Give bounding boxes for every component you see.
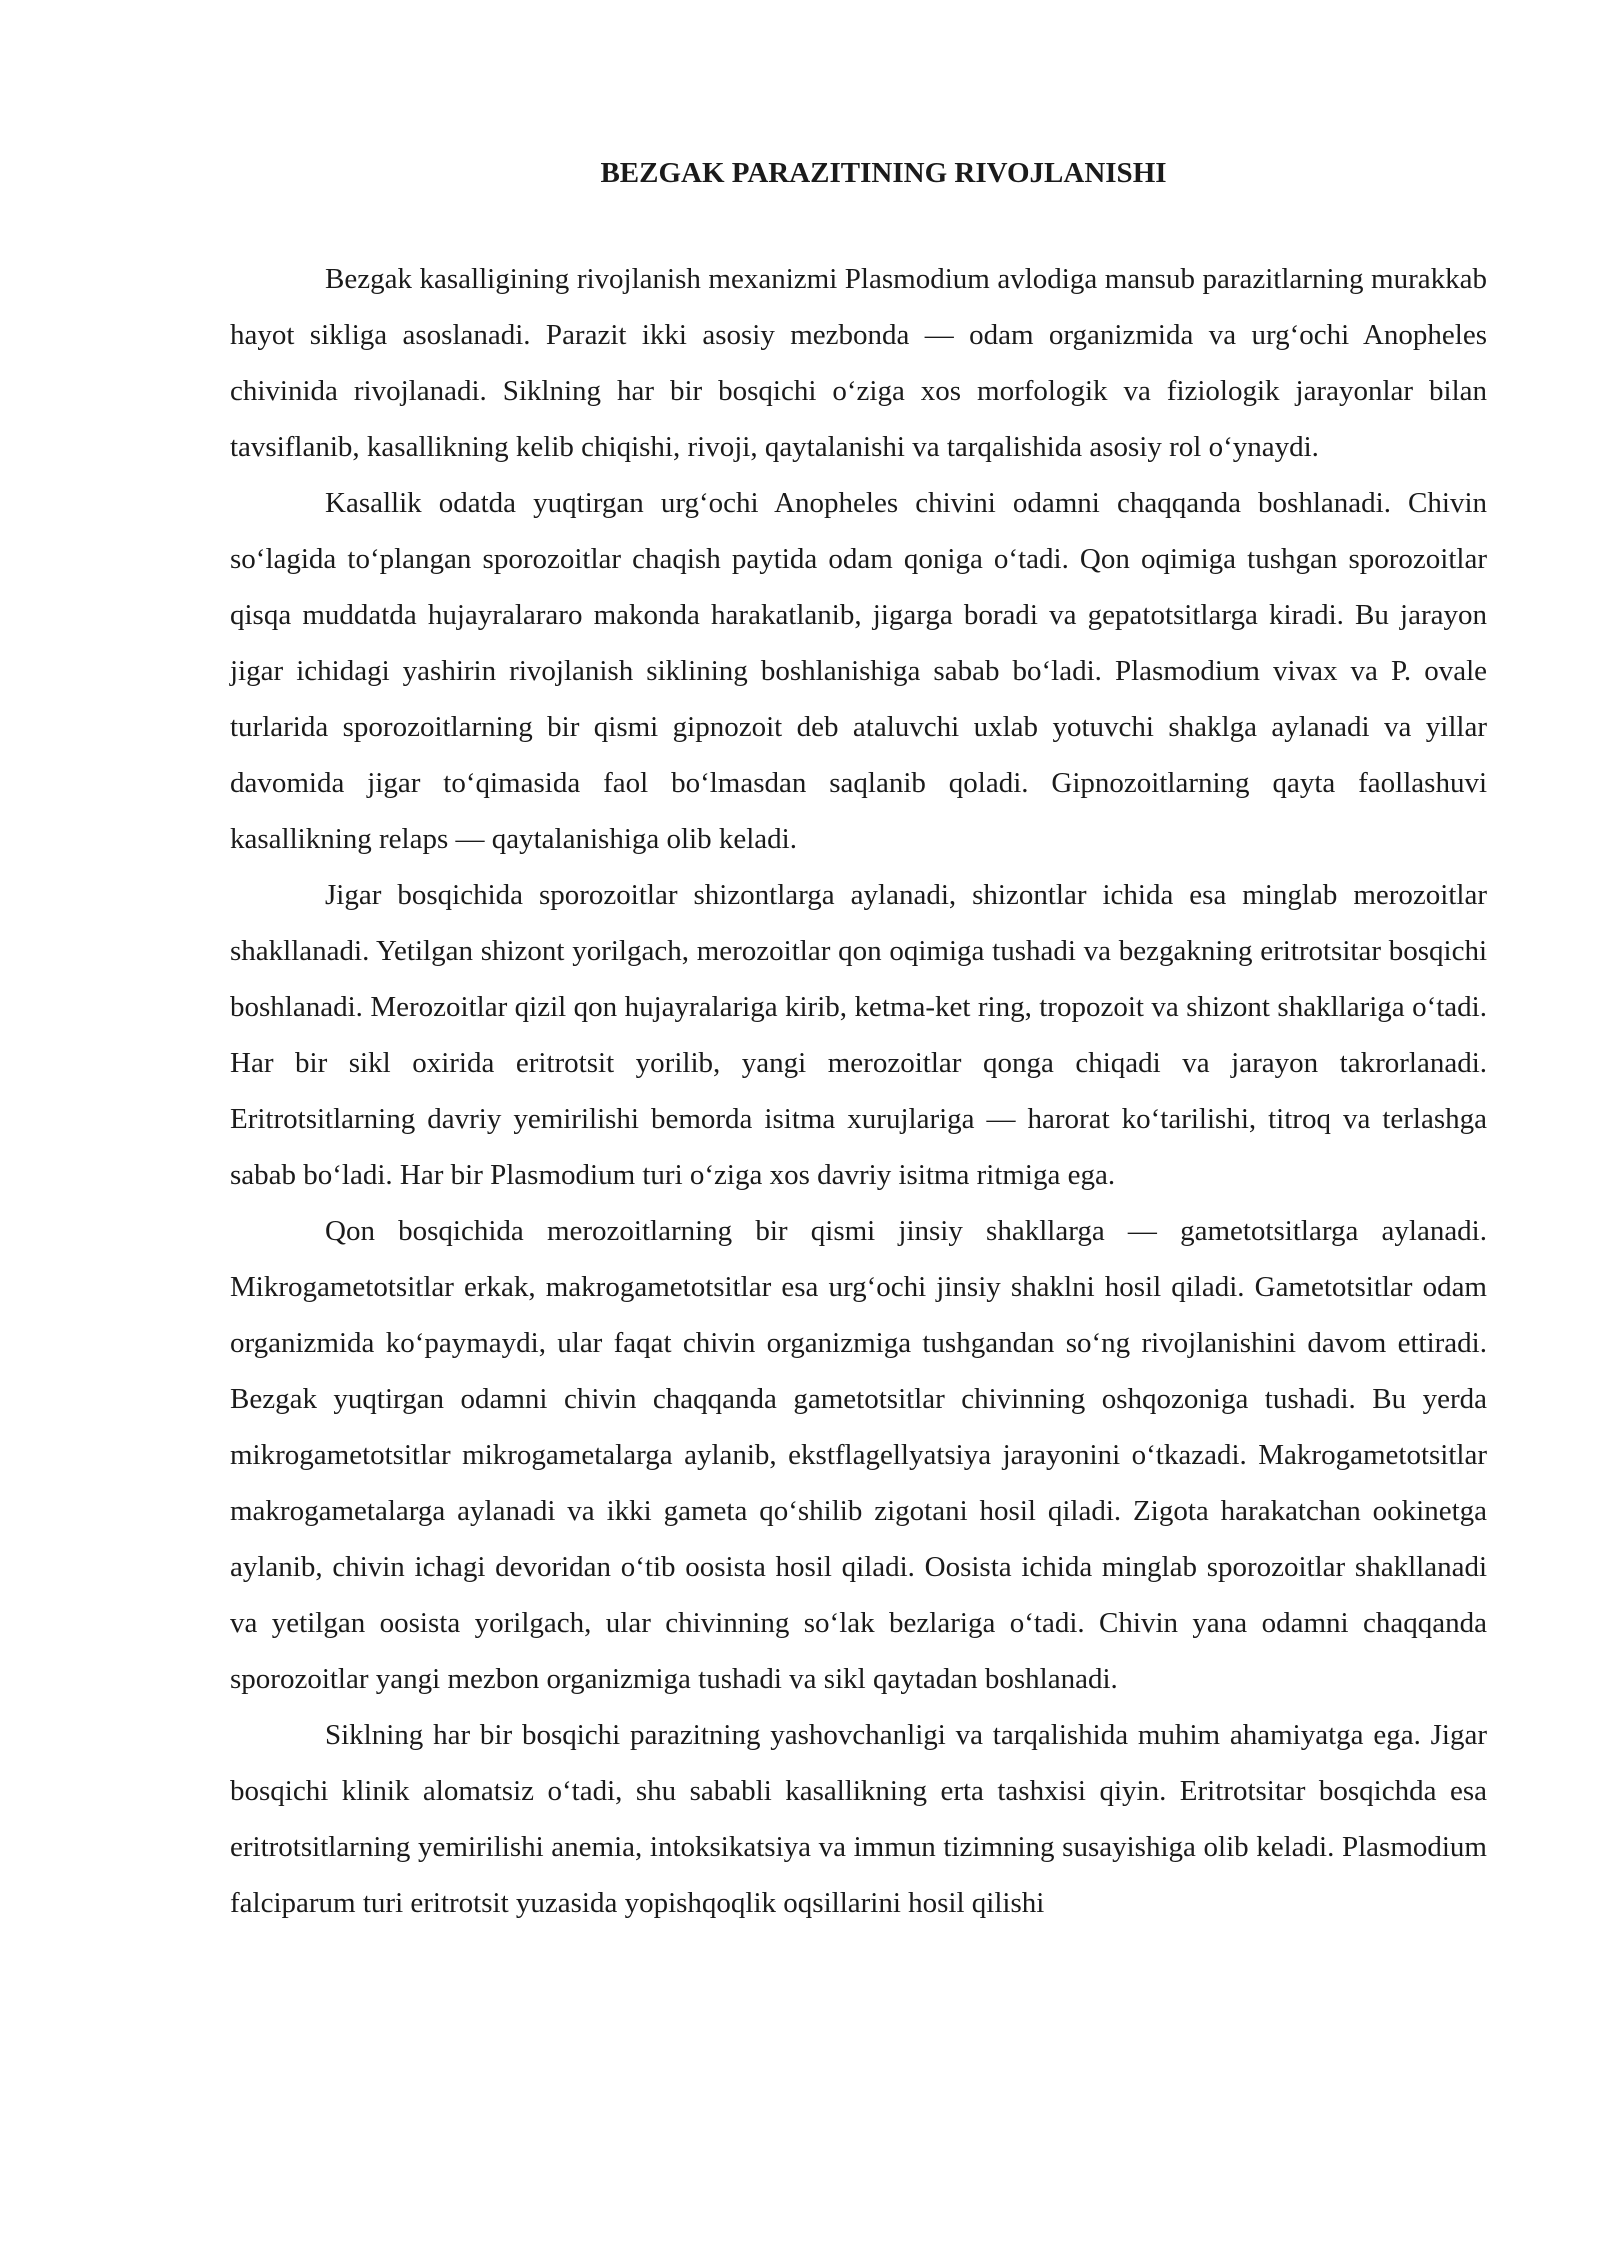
- document-body: [230, 251, 1487, 1931]
- paragraph-3: Jigar bosqichida sporozoitlar shizontlarga aylanadi, shizontlar ichida esa minglab merozoitlar shakllanadi. Yetilgan shizont yorilgach, merozoitlar qon oqimiga tushadi va bezgakning eritrotsitar bosqichi boshlanadi. Merozoitlar qizil qon hujayralariga kirib, ketma-ket ring, tropozoit va shizont shakllariga o‘tadi. Har bir sikl oxirida eritrotsit yorilib, yangi merozoitlar qonga chiqadi va jarayon takrorlanadi. Eritrotsitlarning davriy yemirilishi bemorda isitma xurujlariga — harorat ko‘tarilishi, titroq va terlashga sabab bo‘ladi. Har bir Plasmodium turi o‘ziga xos davriy isitma ritmiga ega.: [230, 879, 1487, 1191]
- document-page: [230, 0, 1487, 1931]
- document-title: BEZGAK PARAZITINING RIVOJLANISHI: [600, 157, 1167, 189]
- paragraph-1: Bezgak kasalligining rivojlanish mexanizmi Plasmodium avlodiga mansub parazitlarning murakkab hayot sikliga asoslanadi. Parazit ikki asosiy mezbonda — odam organizmida va urg‘ochi Anopheles chivinida rivojlanadi. Siklning har bir bosqichi o‘ziga xos morfologik va fiziologik jarayonlar bilan tavsiflanib, kasallikning kelib chiqishi, rivoji, qaytalanishi va tarqalishida asosiy rol o‘ynaydi.: [230, 263, 1487, 463]
- paragraph-2: Kasallik odatda yuqtirgan urg‘ochi Anopheles chivini odamni chaqqanda boshlanadi. Chivin so‘lagida to‘plangan sporozoitlar chaqish paytida odam qoniga o‘tadi. Qon oqimiga tushgan sporozoitlar qisqa muddatda hujayralararo makonda harakatlanib, jigarga boradi va gepatotsitlarga kiradi. Bu jarayon jigar ichidagi yashirin rivojlanish siklining boshlanishiga sabab bo‘ladi. Plasmodium vivax va P. ovale turlarida sporozoitlarning bir qismi gipnozoit deb ataluvchi uxlab yotuvchi shaklga aylanadi va yillar davomida jigar to‘qimasida faol bo‘lmasdan saqlanib qoladi. Gipnozoitlarning qayta faollashuvi kasallikning relaps — qaytalanishiga olib keladi.: [230, 487, 1487, 855]
- paragraph-5: Siklning har bir bosqichi parazitning yashovchanligi va tarqalishida muhim ahamiyatga ega. Jigar bosqichi klinik alomatsiz o‘tadi, shu sababli kasallikning erta tashxisi qiyin. Eritrotsitar bosqichda esa eritrotsitlarning yemirilishi anemia, intoksikatsiya va immun tizimning susayishiga olib keladi. Plasmodium falciparum turi eritrotsit yuzasida yopishqoqlik oqsillarini hosil qilishi: [230, 1719, 1487, 1919]
- paragraph-4: Qon bosqichida merozoitlarning bir qismi jinsiy shakllarga — gametotsitlarga aylanadi. Mikrogametotsitlar erkak, makrogametotsitlar esa urg‘ochi jinsiy shaklni hosil qiladi. Gametotsitlar odam organizmida ko‘paymaydi, ular faqat chivin organizmiga tushgandan so‘ng rivojlanishini davom ettiradi. Bezgak yuqtirgan odamni chivin chaqqanda gametotsitlar chivinning oshqozoniga tushadi. Bu yerda mikrogametotsitlar mikrogametalarga aylanib, ekstflagellyatsiya jarayonini o‘tkazadi. Makrogametotsitlar makrogametalarga aylanadi va ikki gameta qo‘shilib zigotani hosil qiladi. Zigota harakatchan ookinetga aylanib, chivin ichagi devoridan o‘tib oosista hosil qiladi. Oosista ichida minglab sporozoitlar shakllanadi va yetilgan oosista yorilgach, ular chivinning so‘lak bezlariga o‘tadi. Chivin yana odamni chaqqanda sporozoitlar yangi mezbon organizmiga tushadi va sikl qaytadan boshlanadi.: [230, 1215, 1487, 1695]
